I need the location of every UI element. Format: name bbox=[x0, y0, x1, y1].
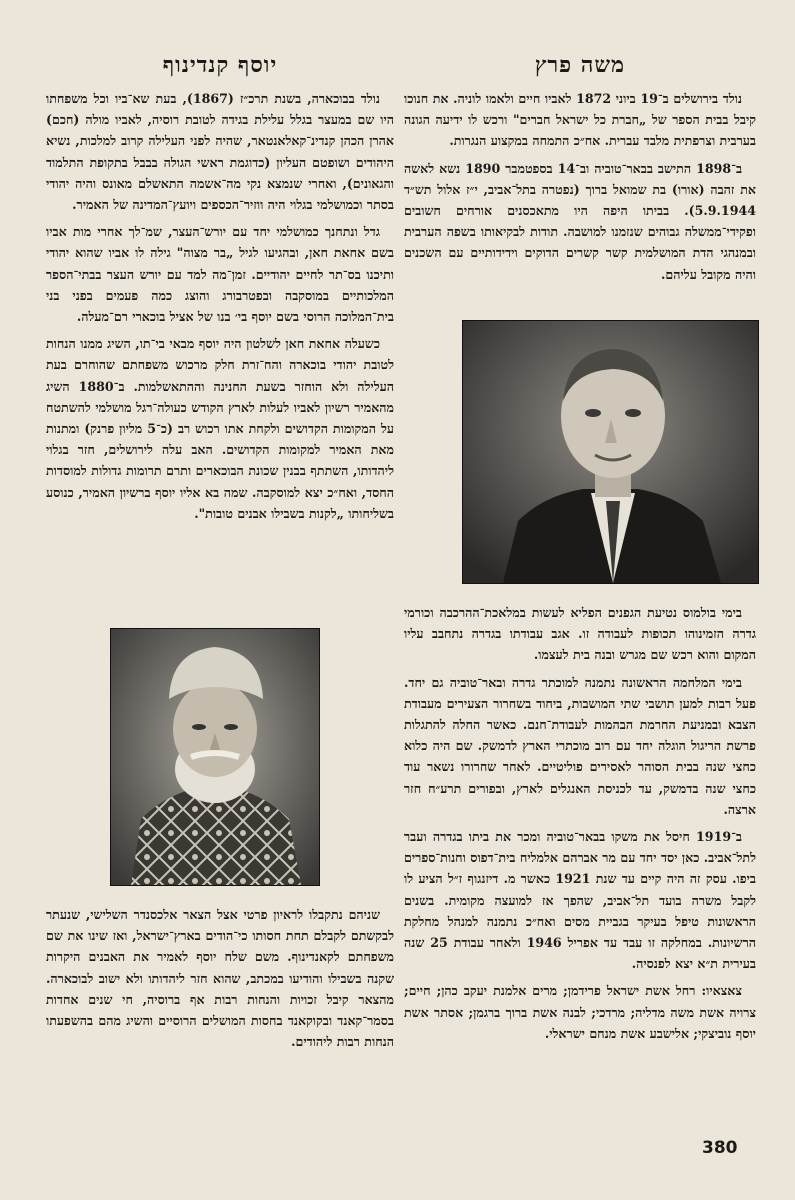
heading-moshe-peretz: משה פרץ bbox=[534, 52, 626, 78]
peretz-paragraph-3: בימי בולמוס נטיעת הגפנים הפליא לעשות במלאכת־ההרכבה וכורמי גדרה הזמינוהו תכופות לעבודה זו. אגב עבודתו בגדרה נתחבב עליו המקום והוא רכש שם מגרש ובנה בית לעצמו. bbox=[404, 605, 756, 663]
article-yosef-kandinof-continued bbox=[46, 904, 394, 1058]
portrait-moshe-peretz-drawing bbox=[463, 321, 758, 583]
kandinof-paragraph-1: נולד בבוכארה, בשנת תרכ״ז (1867), בעת שא־ביו וכל משפחתו היו שם במעצר בגלל עלילת בגידה לטובת רוסיה, לאביו מולה (חכם) אהרן הכהן קנדינ־קאלאנטאר, שהיה לפני העלילה קרוב למלכות, נשיא היהודים ושופטם העליון (כדוגמת ראשי הגולה בבבל בתקופת התלמוד והגאונים), ואחרי שנמצא נקי מה־אשמה התאשלם מאונס והיה יהודי בסתר וכמושלמי בגלוי היה ווזיר־הכספים ויועץ־המדינה של האמיר. bbox=[46, 91, 394, 213]
portrait-yosef-kandinof-drawing bbox=[111, 629, 319, 885]
article-moshe-peretz bbox=[404, 52, 756, 291]
article-yosef-kandinof bbox=[46, 52, 394, 530]
peretz-paragraph-4: בימי המלחמה הראשונה נתמנה למוכתר גדרה ובאר־טוביה גם יחד. פעל רבות למען תושבי שתי המושבות, ביחוד בשחרור הצעירים מעבודת הצבא ובמניעת החרמת הבהמות לעבודת־חנם. כאשר החלה להתגלות פרשת הריגול הוגלה יחד עם רוב מוכתרי הארץ לדמשק. שם היה כלוא כחצי שנה בבית הסוהר לאסירים פוליטיים. לאחר שחרורו נשאר עוד כחצי שנה בדמשק, עד לכניסת האנגלים לארץ, ובפורים תרע״ח חזר ארצה. bbox=[404, 674, 756, 817]
heading-yosef-kandinof: יוסף קנדינוף bbox=[162, 52, 278, 78]
peretz-paragraph-6: צאצאיו: רחל אשת ישראל פרידמן; מרים אלמנת יעקב כהן; חיים; צרויה אשת משה מדליה; מרדכי; לבנה אשת ברוך ברגמן; אסתר אשת יוסף נוביצקי; אלישבע אשת מנחם ישראלי. bbox=[404, 983, 756, 1041]
article-moshe-peretz-continued bbox=[404, 602, 756, 1050]
peretz-paragraph-5: ב־1919 חיסל את משקו בבאר־טוביה ומכר את ביתו בגדרה ועבר לתל־אביב. כאן יסד יחד עם מר אברהם אלמליח בית־דפוס וחנות־ספרים ביפו. עסק זה היה קיים עד שנת 1921 כאשר מ. דיזנגוף ז״ל הציע לו לקבל משרה בועד תל־אביב, שהפך אז למועצה מקומית. בשנים הראשונות טיפל בעיקר בגביית מסים ואח״כ נתמנה למנהל מחלקת הרשיונות. במחלקה זו עבד עד אפריל 1946 ולאחר עבודת 25 שנה בעירית ת״א יצא לפנסיה. bbox=[404, 829, 756, 972]
kandinof-paragraph-4: שניהם נתקבלו לראיון פרטי אצל הצאר אלכסנדר השלישי, שנעתר לבקשתם לקבלם תחת חסותו כי־הודים בארץ־ישראל, ואז שינו את שם משפחתם לקאנדינוף. משם שלח יוסף לאמיר את האבנים היקרות שקנה בשבילו והודיעו במכתב, שהוא חזר ליהדותו ולא ישוב לבוכארה. מהצאר קיבל זכויות והנחות רבות אף ברוסיה, חי שנים אחדות בסמר־קאנד ובקוקאנד בחסות המושלים הרוסיים והשיג מהם בהשפעתו הנחות רבות ליהודים. bbox=[46, 907, 394, 1050]
page-number: 380 bbox=[702, 1138, 738, 1158]
portrait-moshe-peretz bbox=[462, 320, 759, 584]
kandinof-paragraph-2: גדל ונתחנך כמושלמי יחד עם יורש־העצר, שמ־לך אחרי מות אביו בשם אחאת חאן, ובהגיעו לגיל „בר מצוה" גילה לו אביו שהוא יהודי ותיכנו בס־תר לחיים יהודיים. זמן־מה למד עם יורש העצר בבתי־הספר המלכותיים במוסקבה ובפטרבורג והוצג כמה פעמים בפני בני בית־המלוכה הרוסי בשם יוסף בי׳ בנו של אציל בוכארי רם־מעלה. bbox=[46, 224, 394, 325]
peretz-paragraph-1: נולד בירושלים ב־19 ביוני 1872 לאביו חיים ולאמו לוניה. את חנוכו קיבל בבית הספר של „חברת כל ישראל חברים" ורכש לו ידיעה הגונה בערבית וצרפתית מלבד עברית. אח״כ התמחה במקצוע הנגרות. bbox=[404, 91, 756, 149]
peretz-paragraph-2: ב־1898 התישב בבאר־טוביה וב־14 בספטמבר 1890 נשא לאשה את זהבה (אורו) בת שמואל ברוך (נפטרה בתל־אביב, י״ז אלול תש״ד 5.9.1944). בביתו היפה היו מתאכסנים אורחים חשובים ופקידי־ממשלה גבוהים שנזמנו למושבה. תודות לבקיאותו בשפה הערבית ובמנהגי הדת המושלמית קשר קשרים הדוקים וידידותיים עם השכנים והיה מקובל עליהם. bbox=[404, 160, 756, 282]
portrait-yosef-kandinof bbox=[110, 628, 320, 886]
kandinof-paragraph-3: כשעלה אחאת חאן לשלטון היה יוסף מבאי בי־תו, השיג ממנו הנחות לטובת יהודי בוכארה והח־זרת חלק מרכוש משפחתם שהוחרם בעת העלילה ולא הוחזר בשעת החנינה וההתאשלמות. ב־1880 השיג מהאמיר רשיון לאביו לעלות לארץ הקודש כעולה־רגל מושלמי להשתטח על המקומות הקדושים ולקחת אתו רכוש רב (כ־5 מליון פרנק) ומתנות מאת האמיר למקומות הקדושים. האב עלה לירושלים, חזר בגלוי ליהדותו, השתתף בבנין שכונת הבוכארים ותרם תרומות גדולות למוסדות החסד, ואח״כ יצא למוסקבה. שמה בא אליו יוסף ברשיון האמיר, כנוסע בשליחותו „לקנות בשבילו אבנים טובות". bbox=[46, 336, 394, 521]
